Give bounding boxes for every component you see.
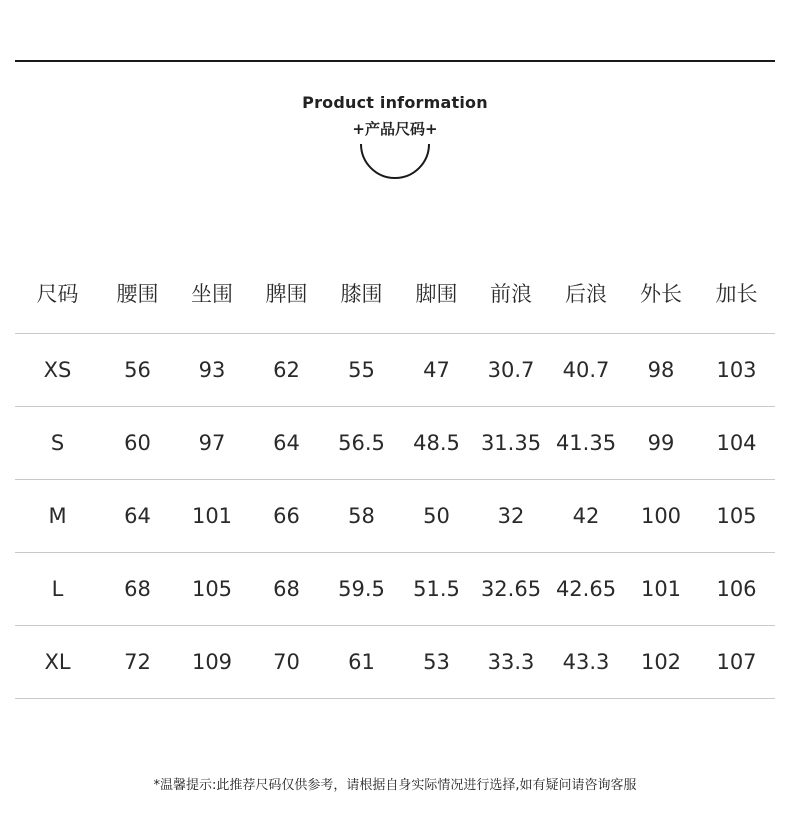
table-cell: 33.3 — [474, 626, 548, 699]
table-cell: 56 — [100, 334, 175, 407]
table-cell: 32.65 — [474, 553, 548, 626]
table-cell: 47 — [399, 334, 474, 407]
table-header-row — [15, 252, 775, 334]
table-cell: 43.3 — [548, 626, 624, 699]
column-header: 膝围 — [340, 281, 383, 306]
table-cell: 101 — [175, 480, 249, 553]
table-cell: 93 — [175, 334, 249, 407]
table-cell: 31.35 — [474, 407, 548, 480]
table-row — [15, 553, 775, 626]
table-cell: 105 — [698, 480, 775, 553]
column-header: 后浪 — [565, 281, 607, 306]
table-cell: 62 — [249, 334, 324, 407]
title-english: Product information — [302, 93, 488, 112]
decorative-arc-icon — [357, 142, 433, 182]
table-row — [15, 626, 775, 699]
table-cell: L — [15, 553, 100, 626]
table-cell: 32 — [474, 480, 548, 553]
table-cell: 64 — [249, 407, 324, 480]
table-cell: 59.5 — [324, 553, 399, 626]
table-cell: 58 — [324, 480, 399, 553]
table-cell: 101 — [624, 553, 698, 626]
table-cell: 55 — [324, 334, 399, 407]
column-header: 加长 — [715, 281, 758, 306]
column-header: 脚围 — [415, 281, 458, 306]
column-header: 外长 — [640, 281, 682, 306]
table-cell: 98 — [624, 334, 698, 407]
footer-note: *温馨提示:此推荐尺码仅供参考，请根据自身实际情况进行选择,如有疑问请咨询客服 — [153, 778, 637, 793]
table-cell: 103 — [698, 334, 775, 407]
table-row — [15, 480, 775, 553]
column-header: 前浪 — [490, 281, 532, 306]
table-cell: 72 — [100, 626, 175, 699]
column-header: 坐围 — [191, 281, 233, 306]
table-cell: 109 — [175, 626, 249, 699]
table-cell: 70 — [249, 626, 324, 699]
table-row — [15, 407, 775, 480]
table-cell: 68 — [249, 553, 324, 626]
table-cell: XS — [15, 334, 100, 407]
title-chinese: +产品尺码+ — [352, 120, 438, 138]
table-cell: 56.5 — [324, 407, 399, 480]
table-cell: 105 — [175, 553, 249, 626]
table-cell: XL — [15, 626, 100, 699]
table-cell: 42.65 — [548, 553, 624, 626]
table-cell: 51.5 — [399, 553, 474, 626]
table-cell: 97 — [175, 407, 249, 480]
top-divider — [15, 60, 775, 62]
table-cell: 42 — [548, 480, 624, 553]
table-cell: S — [15, 407, 100, 480]
table-cell: 60 — [100, 407, 175, 480]
table-row — [15, 334, 775, 407]
table-cell: 102 — [624, 626, 698, 699]
table-cell: 100 — [624, 480, 698, 553]
size-table — [15, 252, 775, 699]
table-cell: 53 — [399, 626, 474, 699]
table-cell: 30.7 — [474, 334, 548, 407]
table-cell: 66 — [249, 480, 324, 553]
table-cell: 64 — [100, 480, 175, 553]
column-header: 脾围 — [265, 281, 308, 306]
column-header: 腰围 — [116, 281, 159, 306]
table-cell: 68 — [100, 553, 175, 626]
table-cell: M — [15, 480, 100, 553]
table-cell: 41.35 — [548, 407, 624, 480]
table-cell: 106 — [698, 553, 775, 626]
table-cell: 48.5 — [399, 407, 474, 480]
table-cell: 107 — [698, 626, 775, 699]
table-cell: 99 — [624, 407, 698, 480]
table-cell: 40.7 — [548, 334, 624, 407]
table-cell: 61 — [324, 626, 399, 699]
table-cell: 50 — [399, 480, 474, 553]
column-header: 尺码 — [36, 281, 79, 306]
table-cell: 104 — [698, 407, 775, 480]
